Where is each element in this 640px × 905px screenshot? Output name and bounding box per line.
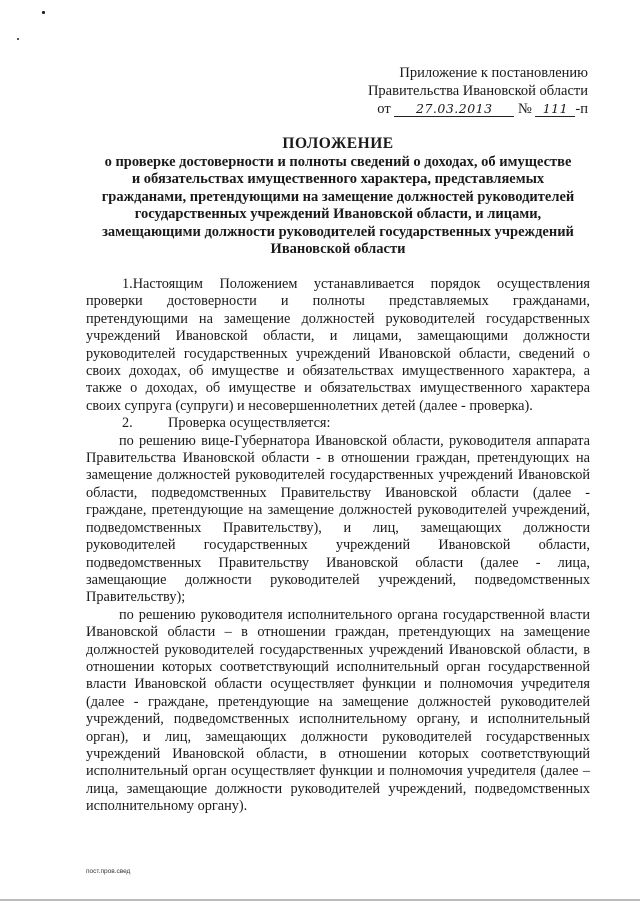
- title-heading: ПОЛОЖЕНИЕ: [282, 135, 394, 152]
- from-label: от: [377, 101, 391, 117]
- title-subline: Ивановской области: [270, 241, 406, 257]
- item-1-text: Настоящим Положением устанавливается порядок осуществления проверки достоверности и полноты представляемых гражданами, претендующими на замещение должностей руководителей государственных учреждений Ивановской области, и лицами, замещающими должности руководителей государственных учреждений Ивановской области, сведений о своих доходах, об имуществе и обязательствах имущественного характера, а также о доходах, об имуществе и обязательствах имущественного характера своих супруга (супруги) и несовершеннолетних детей (далее - проверка).: [86, 276, 590, 414]
- number-label: №: [517, 101, 532, 117]
- scan-speck: [17, 38, 19, 40]
- paragraph-item-1: [86, 276, 590, 415]
- scan-edge-line: [0, 899, 640, 901]
- title-subline: гражданами, претендующими на замещение должностей руководителей: [101, 188, 575, 205]
- number-suffix: -п: [575, 101, 588, 117]
- appendix-date-number-line: [288, 100, 588, 118]
- handwritten-date: 27.03.2013: [394, 102, 514, 117]
- paragraph-item-2-sub-2: по решению руководителя исполнительного органа государственной власти Ивановской области – в отношении граждан, претендующих на замещение должностей руководителей государственных учреждений Ивановской области, в отношении которых соответствующий исполнительный орган государственной власти Ивановской области осуществляет функции и полномочия учредителя (далее - граждане, претендующие на замещение должностей руководителей учреждений, подведомственных исполнительному органу, и исполнительный орган), и лиц, замещающих должности руководителей государственных учреждений Ивановской области, в отношении которых соответствующий исполнительный орган осуществляет функции и полномочия учредителя (далее – лица, замещающие должности руководителей учреждений, подведомственных исполнительному органу).: [86, 606, 590, 815]
- handwritten-number: 111: [535, 102, 575, 117]
- document-body: [86, 276, 590, 816]
- title-subline: замещающими должности руководителей государственных учреждений: [102, 223, 574, 240]
- paragraph-item-2-sub-1: по решению вице-Губернатора Ивановской области, руководителя аппарата Правительства Ивановской области - в отношении граждан, претендующих на замещение должностей руководителей государственных учреждений Ивановской области, подведомственных Правительству Ивановской области (далее - граждане, претендующие на замещение должностей руководителей учреждений, подведомственных Правительству), и лиц, замещающих должности руководителей государственных учреждений Ивановской области, подведомственных Правительству Ивановской области (далее - лица, замещающие должности руководителей учреждений, подведомственных Правительству);: [86, 432, 590, 606]
- title-subline: и обязательствах имущественного характера, представляемых: [131, 171, 545, 187]
- paragraph-item-2: [86, 415, 590, 432]
- item-1-number: 1.: [122, 276, 133, 292]
- item-2-text: Проверка осуществляется:: [168, 415, 331, 432]
- appendix-header: [288, 64, 588, 118]
- scan-speck: [42, 11, 45, 14]
- file-note: пост.пров.свед: [86, 868, 131, 875]
- document-title: [86, 135, 590, 259]
- appendix-line-2: Правительства Ивановской области: [367, 83, 588, 99]
- title-subline: государственных учреждений Ивановской области, и лицами,: [134, 206, 542, 222]
- item-2-number: 2.: [122, 415, 133, 432]
- appendix-line-1: Приложение к постановлению: [399, 65, 588, 81]
- title-subline: о проверке достоверности и полноты сведений о доходах, об имуществе: [104, 153, 572, 170]
